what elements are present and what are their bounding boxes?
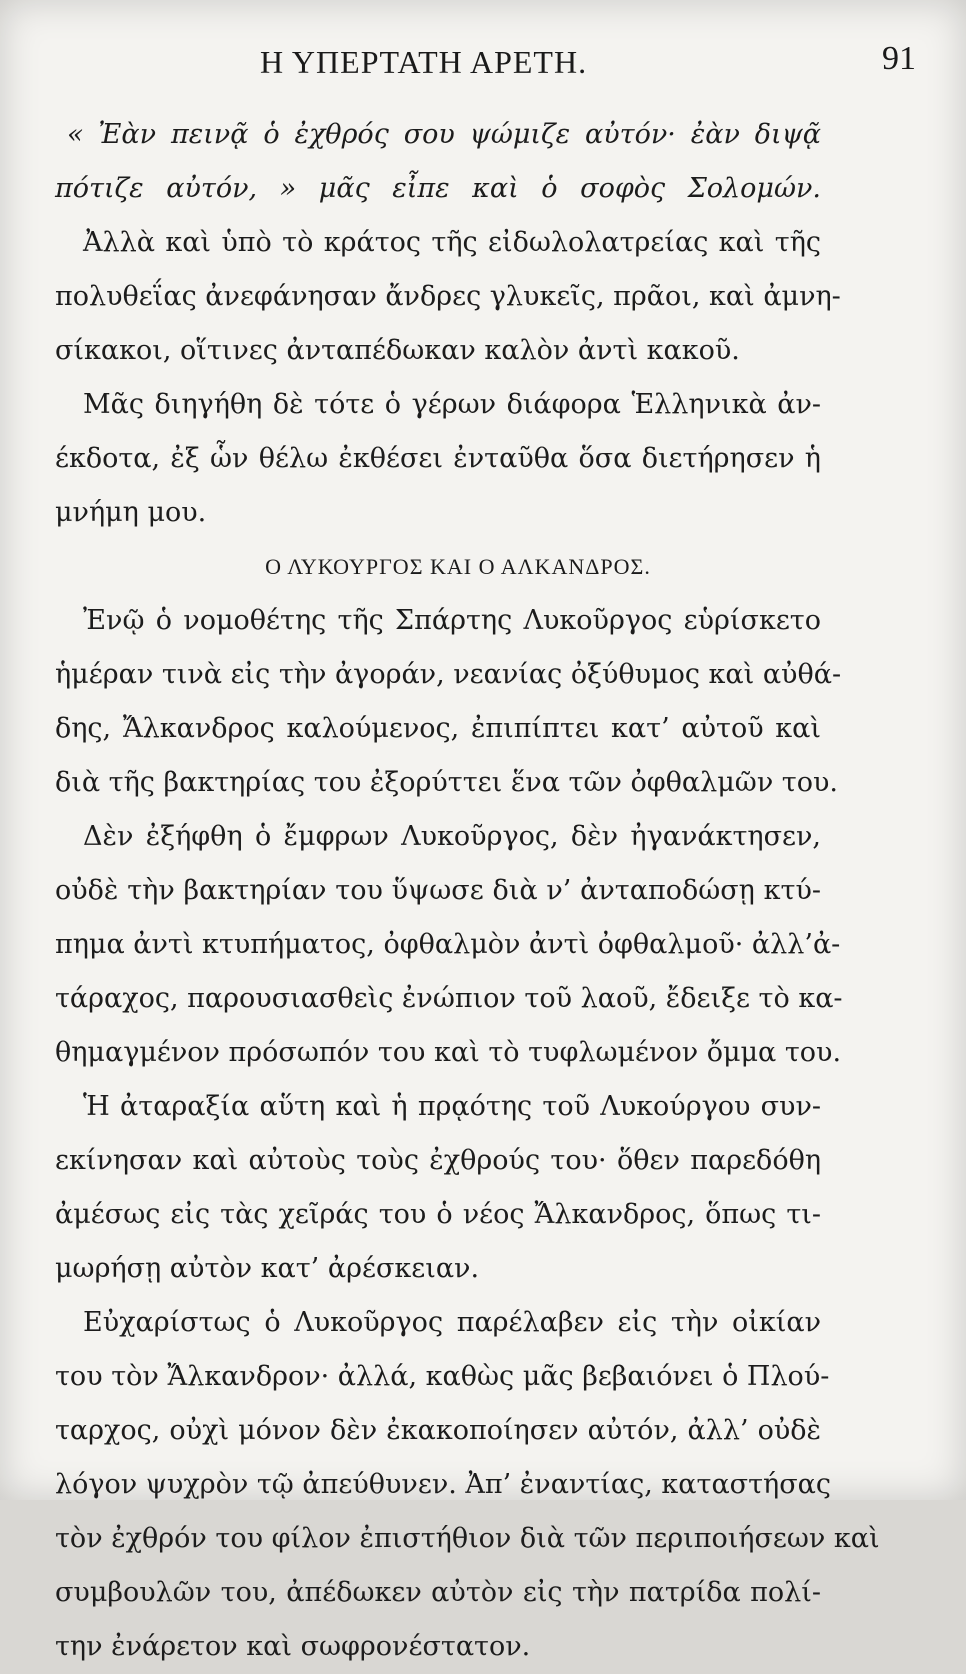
running-title: Η ΥΠΕΡΤΑΤΗ ΑΡΕΤΗ. [260,44,588,80]
text-line: Δὲν ἐξήφθη ὁ ἔμφρων Λυκοῦργος, δὲν ἠγανάκτησεν, [83,821,821,852]
text-line: μωρήσῃ αὐτὸν κατ’ ἀρέσκειαν. [55,1253,480,1284]
text-line: δης, Ἄλκανδρος καλούμενος, ἐπιπίπτει κατ’ αὐτοῦ καὶ [55,713,821,744]
text-line: ταρχος, οὐχὶ μόνον δὲν ἐκακοποίησεν αὐτόν, ἀλλ’ οὐδὲ [55,1415,821,1446]
section-heading: Ο ΛΥΚΟΥΡΓΟΣ ΚΑΙ Ο ΑΛΚΑΝΔΡΟΣ. [265,554,651,579]
text-line: πότιζε αὐτόν, » μᾶς εἶπε καὶ ὁ σοφὸς Σολομών. [55,173,821,204]
text-line: Ἀλλὰ καὶ ὑπὸ τὸ κράτος τῆς εἰδωλολατρείας καὶ τῆς [83,227,821,258]
body-text [55,108,880,1674]
text-line: οὐδὲ τὴν βακτηρίαν του ὕψωσε διὰ ν’ ἀνταποδώσῃ κτύ- [55,875,821,906]
text-line: ἡμέραν τινὰ εἰς τὴν ἀγοράν, νεανίας ὀξύθυμος καὶ αὐθά- [55,659,842,690]
text-line: πολυθεΐας ἀνεφάνησαν ἄνδρες γλυκεῖς, πρᾶοι, καὶ ἀμνη- [55,281,841,312]
text-line: λόγον ψυχρὸν τῷ ἀπεύθυνεν. Ἀπ’ ἐναντίας, καταστήσας [55,1469,831,1500]
page-header [60,40,926,90]
text-line: θημαγμένον πρόσωπόν του καὶ τὸ τυφλωμένον ὄμμα του. [55,1037,842,1068]
text-line: τάραχος, παρουσιασθεὶς ἐνώπιον τοῦ λαοῦ, ἔδειξε τὸ κα- [55,983,843,1014]
text-line: του τὸν Ἄλκανδρον· ἀλλά, καθὼς μᾶς βεβαιόνει ὁ Πλού- [55,1361,830,1392]
page-number: 91 [882,40,916,77]
text-line: εκίνησαν καὶ αὐτοὺς τοὺς ἐχθρούς του· ὅθεν παρεδόθη [55,1145,821,1176]
text-line: τὸν ἐχθρόν του φίλον ἐπιστήθιον διὰ τῶν περιποιήσεων καὶ [55,1523,880,1554]
text-line: Ἡ ἀταραξία αὕτη καὶ ἡ πρᾳότης τοῦ Λυκούργου συν- [83,1091,821,1122]
text-line: Ἐνῷ ὁ νομοθέτης τῆς Σπάρτης Λυκοῦργος εὑρίσκετο [83,605,821,636]
text-line: σίκακοι, οἵτινες ἀνταπέδωκαν καλὸν ἀντὶ κακοῦ. [55,335,740,366]
text-line: συμβουλῶν του, ἀπέδωκεν αὐτὸν εἰς τὴν πατρίδα πολί- [55,1577,821,1608]
text-line: μνήμη μου. [55,497,207,528]
text-line: πημα ἀντὶ κτυπήματος, ὀφθαλμὸν ἀντὶ ὀφθαλμοῦ· ἀλλ’ἀ- [55,929,841,960]
text-line: Εὐχαρίστως ὁ Λυκοῦργος παρέλαβεν εἰς τὴν οἰκίαν [83,1307,821,1338]
text-line: την ἐνάρετον καὶ σωφρονέστατον. [55,1631,531,1662]
text-line: ἀμέσως εἰς τὰς χεῖράς του ὁ νέος Ἄλκανδρος, ὅπως τι- [55,1199,821,1230]
text-line: « Ἐὰν πεινᾷ ὁ ἐχθρός σου ψώμιζε αὐτόν· ἐὰν διψᾷ [67,119,821,150]
text-line: διὰ τῆς βακτηρίας του ἐξορύττει ἕνα τῶν ὀφθαλμῶν του. [55,767,838,798]
text-line: έκδοτα, ἐξ ὧν θέλω ἐκθέσει ἐνταῦθα ὅσα διετήρησεν ἡ [55,443,821,474]
text-line: Μᾶς διηγήθη δὲ τότε ὁ γέρων διάφορα Ἑλληνικὰ ἀν- [83,389,821,420]
